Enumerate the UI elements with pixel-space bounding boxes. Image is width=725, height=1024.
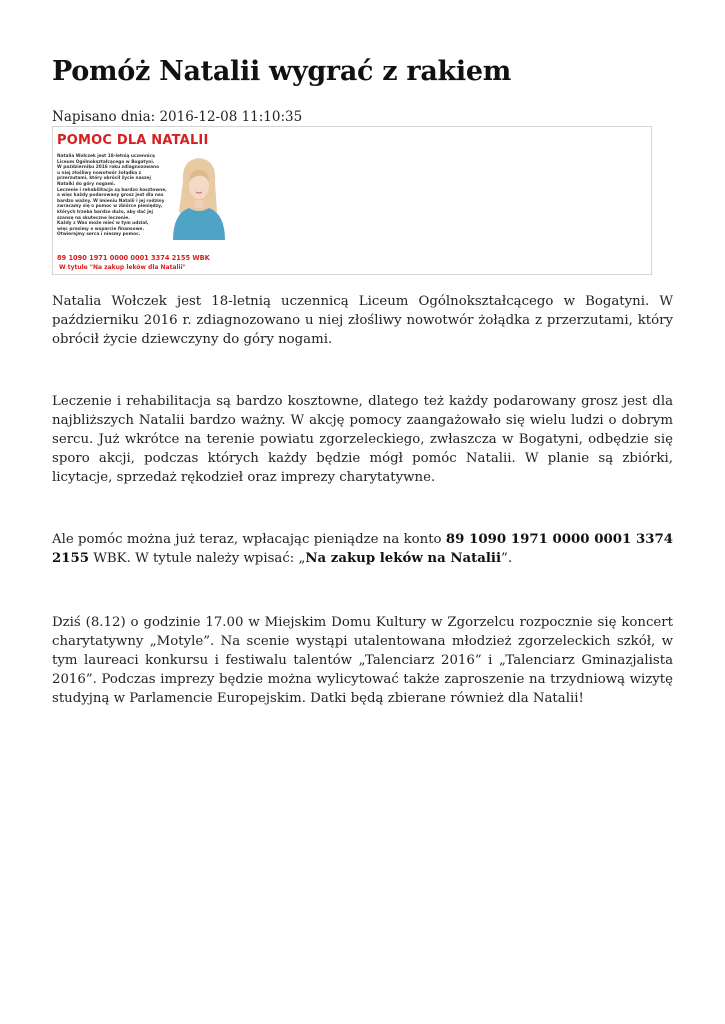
transfer-title: Na zakup leków na Natalii: [305, 551, 502, 566]
poster-line: Każdy z Was może mieć w tym udział,: [57, 221, 149, 227]
poster-line: Natalia Wołczek jest 18-letnią uczennicą: [57, 154, 155, 159]
publish-date: Napisano dnia: 2016-12-08 11:10:35: [52, 109, 303, 125]
poster-line: W październiku 2016 roku zdiagnozowano: [57, 165, 160, 171]
paragraph-3: [52, 530, 673, 568]
text-segment: Ale pomóc można już teraz, wpłacając pieniądze na konto: [52, 532, 446, 547]
portrait-photo: [167, 152, 229, 240]
paragraph-2: Leczenie i rehabilitacja są bardzo kosztowne, dlatego też każdy podarowany grosz jest dla najbliższych Natalii bardzo ważny. W akcję pomocy zaangażowało się wielu ludzi o dobrym sercu. Już wkrótce na terenie powiatu zgorzeleckiego, zwłaszcza w Bogatyni, odbędzie się sporo akcji, podczas których każdy będzie mógł pomóc Natalii. W planie są zbiórki, licytacje, sprzedaż rękodzieł oraz imprezy charytatywne.: [52, 394, 673, 485]
poster-line: a więc każdy podarowany grosz jest dla nas: [57, 193, 164, 199]
poster-line: u niej złośliwy nowotwór żołądka z: [57, 170, 142, 176]
bank-account-number: 89 1090 1971 0000 0001 3374 2155: [52, 532, 673, 566]
poster-line: których trzeba bardzo dużo, aby dać jej: [57, 209, 153, 215]
text-segment: ”.: [501, 551, 513, 566]
charity-poster: [54, 128, 232, 274]
poster-line: zwracamy się o pomoc w zbiórce pieniędzy,: [57, 204, 163, 210]
poster-line: Leczenie i rehabilitacja są bardzo kosztowne,: [57, 187, 167, 193]
poster-heading: POMOC DLA NATALII: [57, 133, 209, 148]
poster-line: przerzutami, który obrócił życie naszej: [57, 176, 151, 182]
poster-line: Liceum Ogólnokształcącego w Bogatyni.: [57, 159, 155, 165]
poster-text: [57, 154, 175, 238]
poster-line: bardzo ważny. W imieniu Natalii i jej rodziny: [57, 198, 165, 204]
poster-line: Otwierajmy serca i niesmy pomoc.: [57, 232, 141, 238]
article-title: Pomóż Natalii wygrać z rakiem: [52, 56, 512, 87]
poster-account-number: 89 1090 1971 0000 0001 3374 2155 WBK: [57, 254, 210, 262]
paragraph-4: Dziś (8.12) o godzinie 17.00 w Miejskim Domu Kultury w Zgorzelcu rozpocznie się koncert charytatywny „Motyle”. Na scenie wystąpi utalentowana młodzież zgorzeleckich szkół, w tym laureaci konkursu i festiwalu talentów „Talenciarz 2016” i „Talenciarz Gminazjalista 2016”. Podczas imprezy będzie można wylicytować także zaproszenie na trzydniową wizytę studyjną w Parlamencie Europejskim. Datki będą zbierane również dla Natalii!: [52, 615, 673, 706]
text-segment: WBK. W tytule należy wpisać: „: [89, 551, 306, 566]
poster-line: Natalki do góry nogami.: [57, 181, 116, 187]
paragraph-1: Natalia Wołczek jest 18-letnią uczennicą Liceum Ogólnokształcącego w Bogatyni. W październiku 2016 r. zdiagnozowano u niej złośliwy nowotwór żołądka z przerzutami, który obrócił życie dziewczyny do góry nogami.: [52, 294, 673, 347]
poster-caption: W tytule "Na zakup leków dla Natalii": [59, 264, 186, 271]
poster-line: szansę na skuteczne leczenie.: [57, 215, 130, 221]
article-image: [52, 126, 652, 275]
poster-line: więc prosimy o wsparcie finansowe.: [57, 226, 145, 232]
